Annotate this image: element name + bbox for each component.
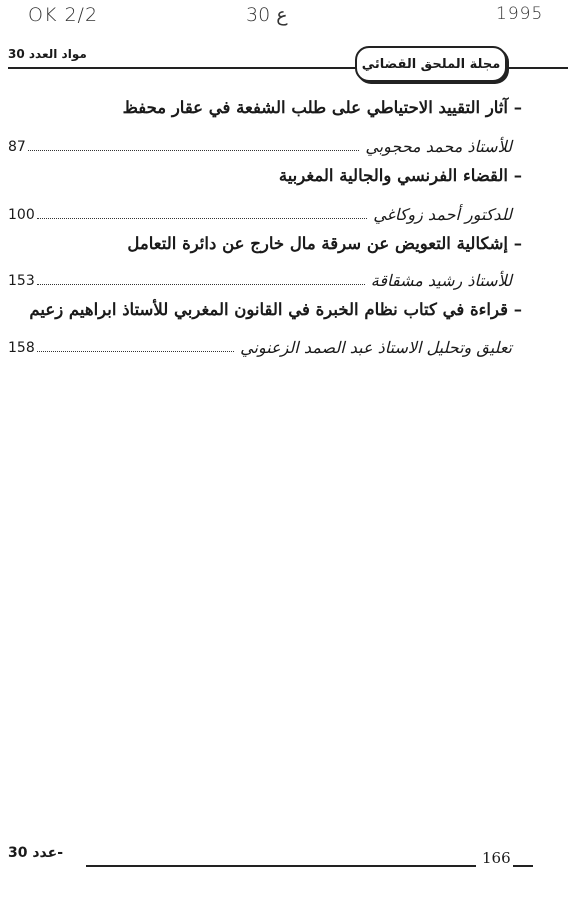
footer-page-number: 166 bbox=[482, 849, 511, 867]
toc-entry-title: – إشكالية التعويض عن سرقة مال خارج عن دائرة التعامل bbox=[127, 234, 522, 253]
toc-entry-title: – آثار التقييد الاحتياطي على طلب الشفعة في عقار محفظ bbox=[122, 98, 522, 117]
footer-dash bbox=[513, 865, 533, 867]
toc-entry-page: 158 bbox=[8, 340, 35, 356]
journal-title: مجلة الملحق القضائي bbox=[361, 56, 501, 72]
dot-leader bbox=[37, 284, 365, 285]
toc-entry-author: للدكتور أحمد زوكاغي bbox=[373, 205, 512, 224]
dot-leader bbox=[28, 150, 360, 151]
toc-entry-author-row bbox=[8, 200, 512, 224]
handwritten-note-right: 1995 bbox=[496, 4, 544, 24]
toc-entry-title: – القضاء الفرنسي والجالية المغربية bbox=[278, 166, 522, 185]
footer-issue: -عدد 30 bbox=[8, 845, 64, 861]
handwritten-note-left: OK 2/2 bbox=[28, 4, 99, 26]
toc-entry-author: للأستاذ رشيد مشقاقة bbox=[370, 271, 512, 290]
handwritten-note-middle: 30 ع bbox=[246, 4, 288, 26]
page-footer bbox=[8, 845, 538, 869]
dot-leader bbox=[37, 351, 234, 352]
issue-contents-label: مواد العدد 30 bbox=[8, 47, 87, 61]
toc-entry-page: 100 bbox=[8, 207, 35, 223]
dot-leader bbox=[37, 218, 367, 219]
toc-entry-page: 87 bbox=[8, 139, 26, 155]
footer-rule bbox=[86, 865, 476, 867]
toc-entry-author: للأستاذ محمد محجوبي bbox=[365, 137, 512, 156]
toc-entry-author-row bbox=[8, 132, 512, 156]
toc-entry-author: تعليق وتحليل الاستاذ عبد الصمد الزعنوني bbox=[240, 338, 512, 357]
journal-title-box bbox=[355, 46, 507, 82]
toc-entry-page: 153 bbox=[8, 273, 35, 289]
toc-entry-author-row bbox=[8, 333, 512, 357]
toc-entry-author-row bbox=[8, 266, 512, 290]
toc-entry-title: – قراءة في كتاب نظام الخبرة في القانون المغربي للأستاذ ابراهيم زعيم bbox=[29, 300, 522, 319]
